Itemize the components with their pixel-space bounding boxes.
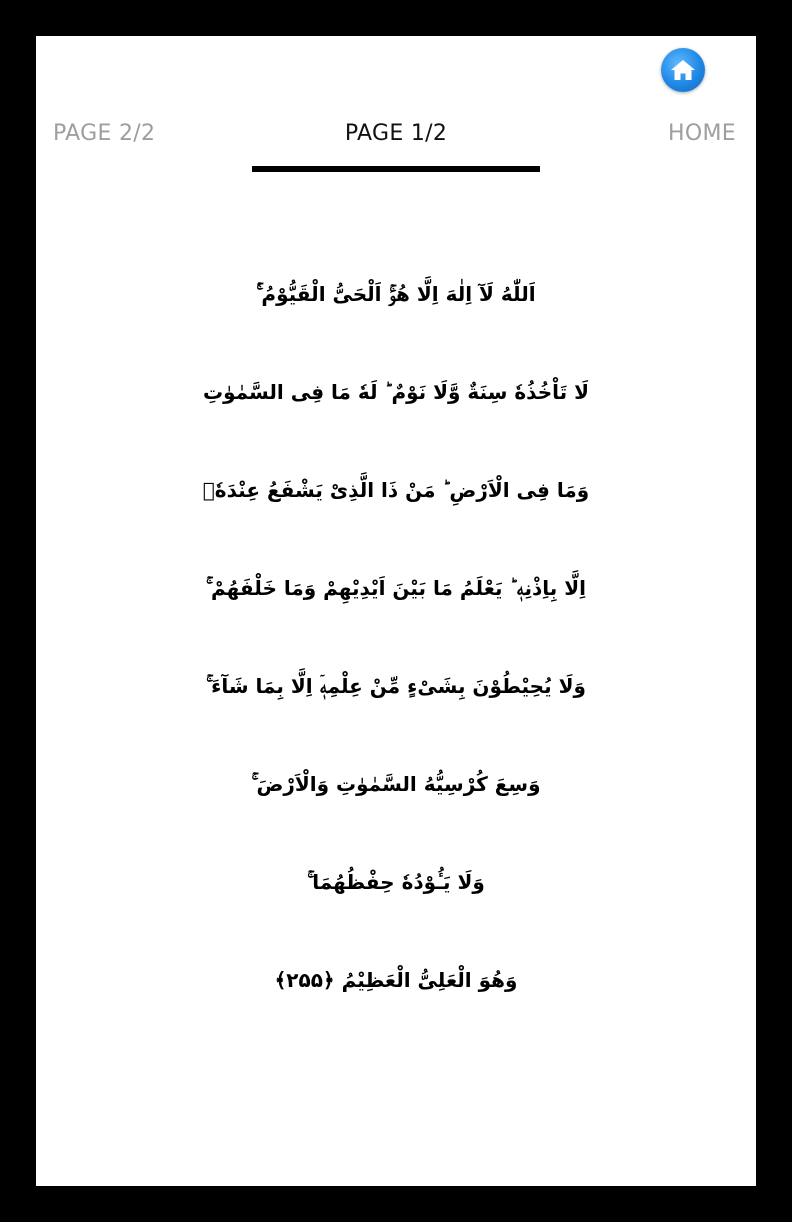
verse-line: وَسِعَ كُرْسِیُّهُ السَّمٰوٰتِ وَالْاَرْضَ ۚ (251, 772, 541, 796)
verse-content (36, 216, 756, 1116)
tab-page-1[interactable]: PAGE 1/2 (344, 121, 448, 146)
tab-home[interactable]: HOME (668, 121, 736, 146)
verse-line: اَللّٰهُ لَآ اِلٰهَ اِلَّا هُوَۚ اَلْحَیُّ الْقَیُّوْمُ ۚ۬ (256, 282, 536, 306)
verse-line: وَمَا فِی الْاَرْضِ ؕ مَنْ ذَا الَّذِیْ یَشْفَعُ عِنْدَهٗۤ (202, 478, 590, 502)
verse-line: اِلَّا بِاِذْنِهٖ ؕ یَعْلَمُ مَا بَیْنَ اَیْدِیْهِمْ وَمَا خَلْفَهُمْ ۚ (206, 576, 586, 600)
tab-page-2[interactable]: PAGE 2/2 (53, 121, 156, 146)
verse-line: وَهُوَ الْعَلِیُّ الْعَظِیْمُ ﴿۲۵۵﴾ (274, 968, 518, 992)
selected-tab-indicator (252, 166, 540, 172)
verse-line: لَا تَاْخُذُهٗ سِنَةٌ وَّلَا نَوْمٌ ؕ لَهٗ مَا فِی السَّمٰوٰتِ (203, 380, 589, 404)
home-icon-button[interactable] (661, 48, 705, 92)
verse-line: وَلَا یَـُٔوْدُهٗ حِفْظُهُمَا ۚ (307, 870, 485, 894)
app-screen (36, 36, 756, 1186)
house-icon (670, 58, 696, 82)
verse-line: وَلَا یُحِیْطُوْنَ بِشَیْءٍ مِّنْ عِلْمِهٖۤ اِلَّا بِمَا شَآءَ ۚ (206, 674, 586, 698)
tab-bar (36, 106, 756, 176)
